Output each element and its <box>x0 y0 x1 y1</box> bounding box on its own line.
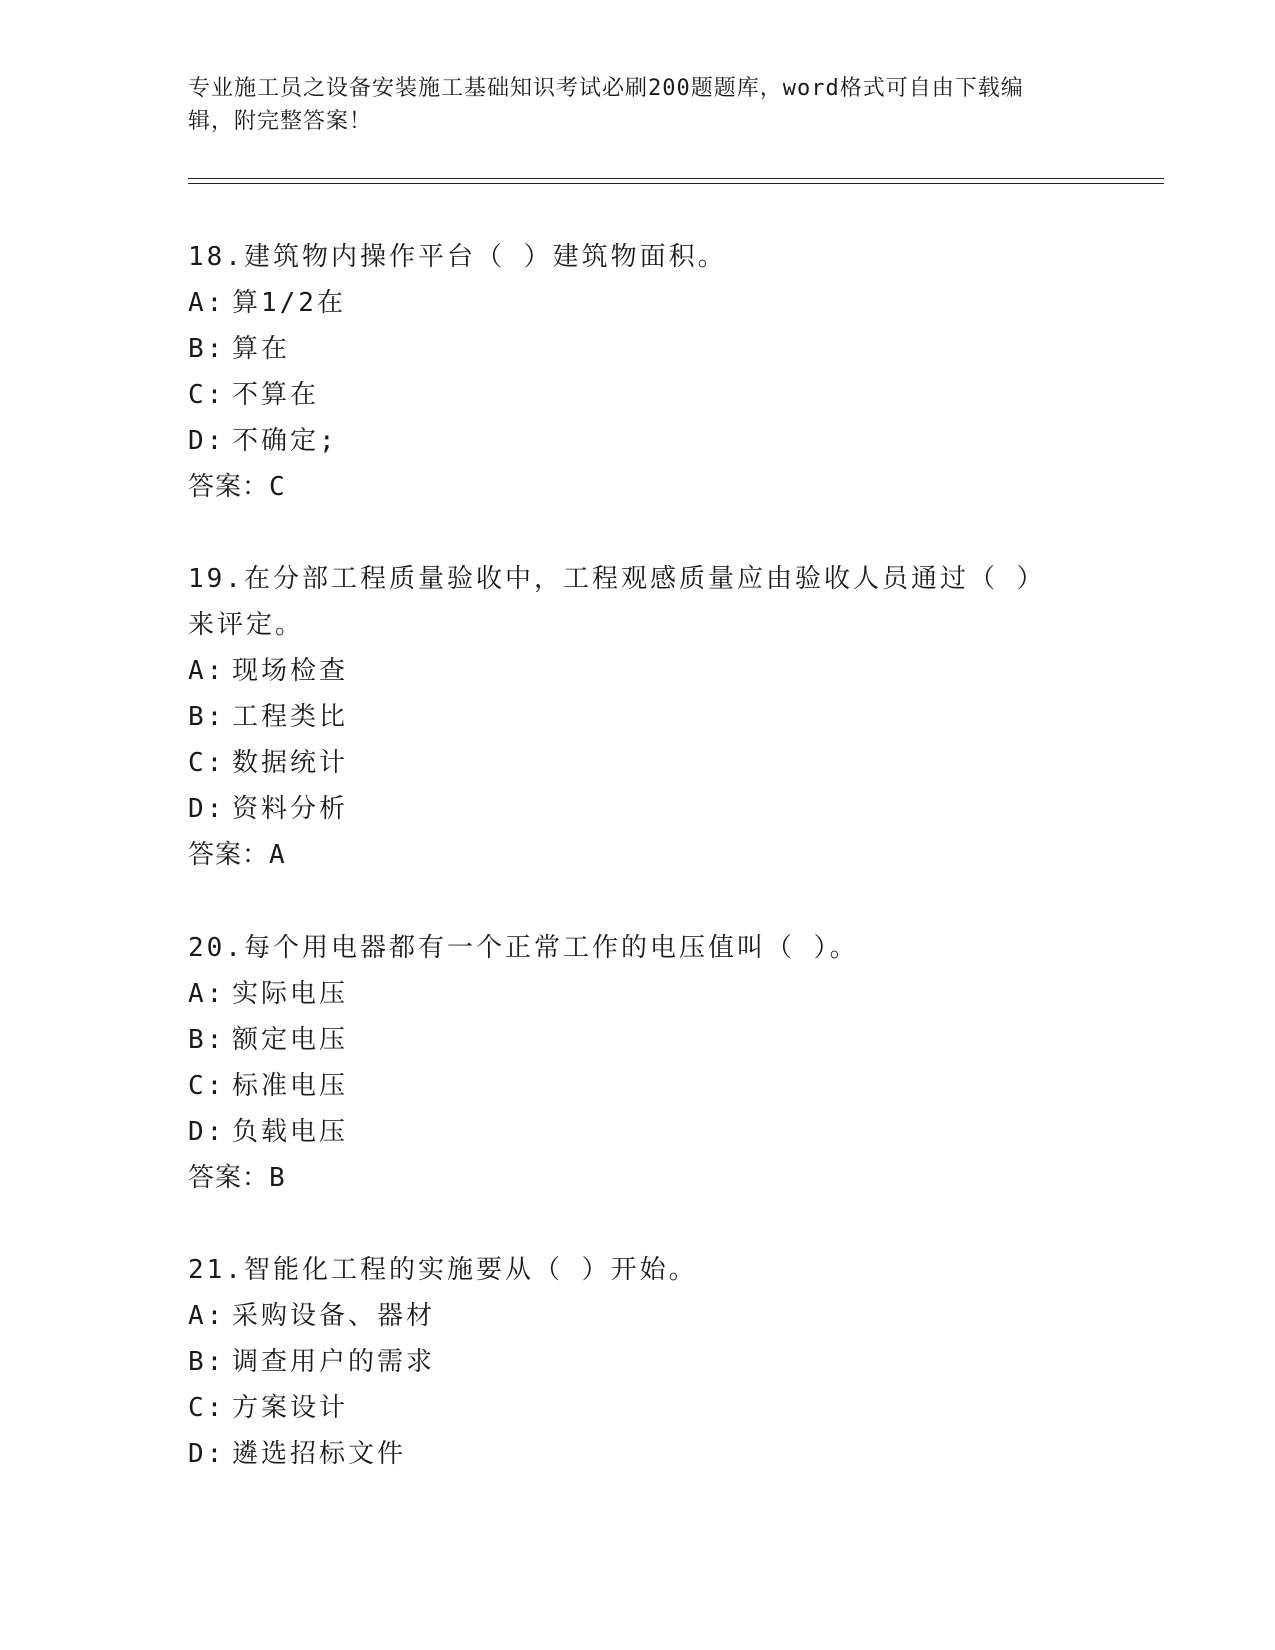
option-letter: A: <box>188 1301 226 1331</box>
option-text: 负载电压 <box>232 1117 349 1147</box>
question-18 <box>188 234 1068 510</box>
option-c <box>188 1063 1068 1109</box>
option-d <box>188 418 1068 464</box>
option-text: 实际电压 <box>232 979 349 1009</box>
option-text: 算1/2在 <box>232 288 346 318</box>
option-a <box>188 971 1068 1017</box>
option-letter: B: <box>188 1347 226 1377</box>
option-letter: C: <box>188 1393 226 1423</box>
option-text: 资料分析 <box>232 794 349 824</box>
option-text: 额定电压 <box>232 1025 349 1055</box>
option-letter: D: <box>188 426 226 456</box>
header-divider-top <box>188 178 1164 179</box>
question-21 <box>188 1247 1068 1477</box>
option-a <box>188 280 1068 326</box>
option-letter: B: <box>188 702 226 732</box>
answer-line: 答案：B <box>188 1163 286 1193</box>
header-divider-bottom <box>188 183 1164 184</box>
option-letter: D: <box>188 1117 226 1147</box>
option-letter: B: <box>188 1025 226 1055</box>
question-stem: 21.智能化工程的实施要从（ ）开始。 <box>188 1255 698 1285</box>
option-text: 算在 <box>232 334 291 364</box>
option-text: 调查用户的需求 <box>232 1347 436 1377</box>
option-text: 遴选招标文件 <box>232 1439 407 1469</box>
option-c <box>188 372 1068 418</box>
question-19 <box>188 556 1068 878</box>
question-stem: 20.每个用电器都有一个正常工作的电压值叫（ ）。 <box>188 933 859 963</box>
question-20 <box>188 925 1068 1201</box>
option-d <box>188 786 1068 832</box>
option-letter: D: <box>188 1439 226 1469</box>
option-letter: C: <box>188 380 226 410</box>
option-letter: B: <box>188 334 226 364</box>
option-letter: A: <box>188 656 226 686</box>
option-text: 不算在 <box>232 380 320 410</box>
option-a <box>188 648 1068 694</box>
option-text: 现场检查 <box>232 656 349 686</box>
option-text: 方案设计 <box>232 1393 349 1423</box>
option-text: 采购设备、器材 <box>232 1301 436 1331</box>
option-letter: C: <box>188 748 226 778</box>
question-stem: 19.在分部工程质量验收中，工程观感质量应由验收人员通过（ ）来评定。 <box>188 564 1046 640</box>
question-stem: 18.建筑物内操作平台（ ）建筑物面积。 <box>188 242 727 272</box>
option-c <box>188 740 1068 786</box>
option-b <box>188 694 1068 740</box>
option-letter: C: <box>188 1071 226 1101</box>
option-letter: A: <box>188 979 226 1009</box>
option-b <box>188 1017 1068 1063</box>
option-letter: A: <box>188 288 226 318</box>
option-text: 标准电压 <box>232 1071 349 1101</box>
option-d <box>188 1431 1068 1477</box>
option-d <box>188 1109 1068 1155</box>
option-a <box>188 1293 1068 1339</box>
option-text: 数据统计 <box>232 748 349 778</box>
option-b <box>188 1339 1068 1385</box>
option-text: 工程类比 <box>232 702 349 732</box>
document-header: 专业施工员之设备安装施工基础知识考试必刷200题题库，word格式可自由下载编辑，附完整答案！ <box>188 76 1024 134</box>
option-letter: D: <box>188 794 226 824</box>
option-b <box>188 326 1068 372</box>
option-c <box>188 1385 1068 1431</box>
answer-line: 答案：C <box>188 472 286 502</box>
answer-line: 答案：A <box>188 840 286 870</box>
option-text: 不确定; <box>232 426 338 456</box>
